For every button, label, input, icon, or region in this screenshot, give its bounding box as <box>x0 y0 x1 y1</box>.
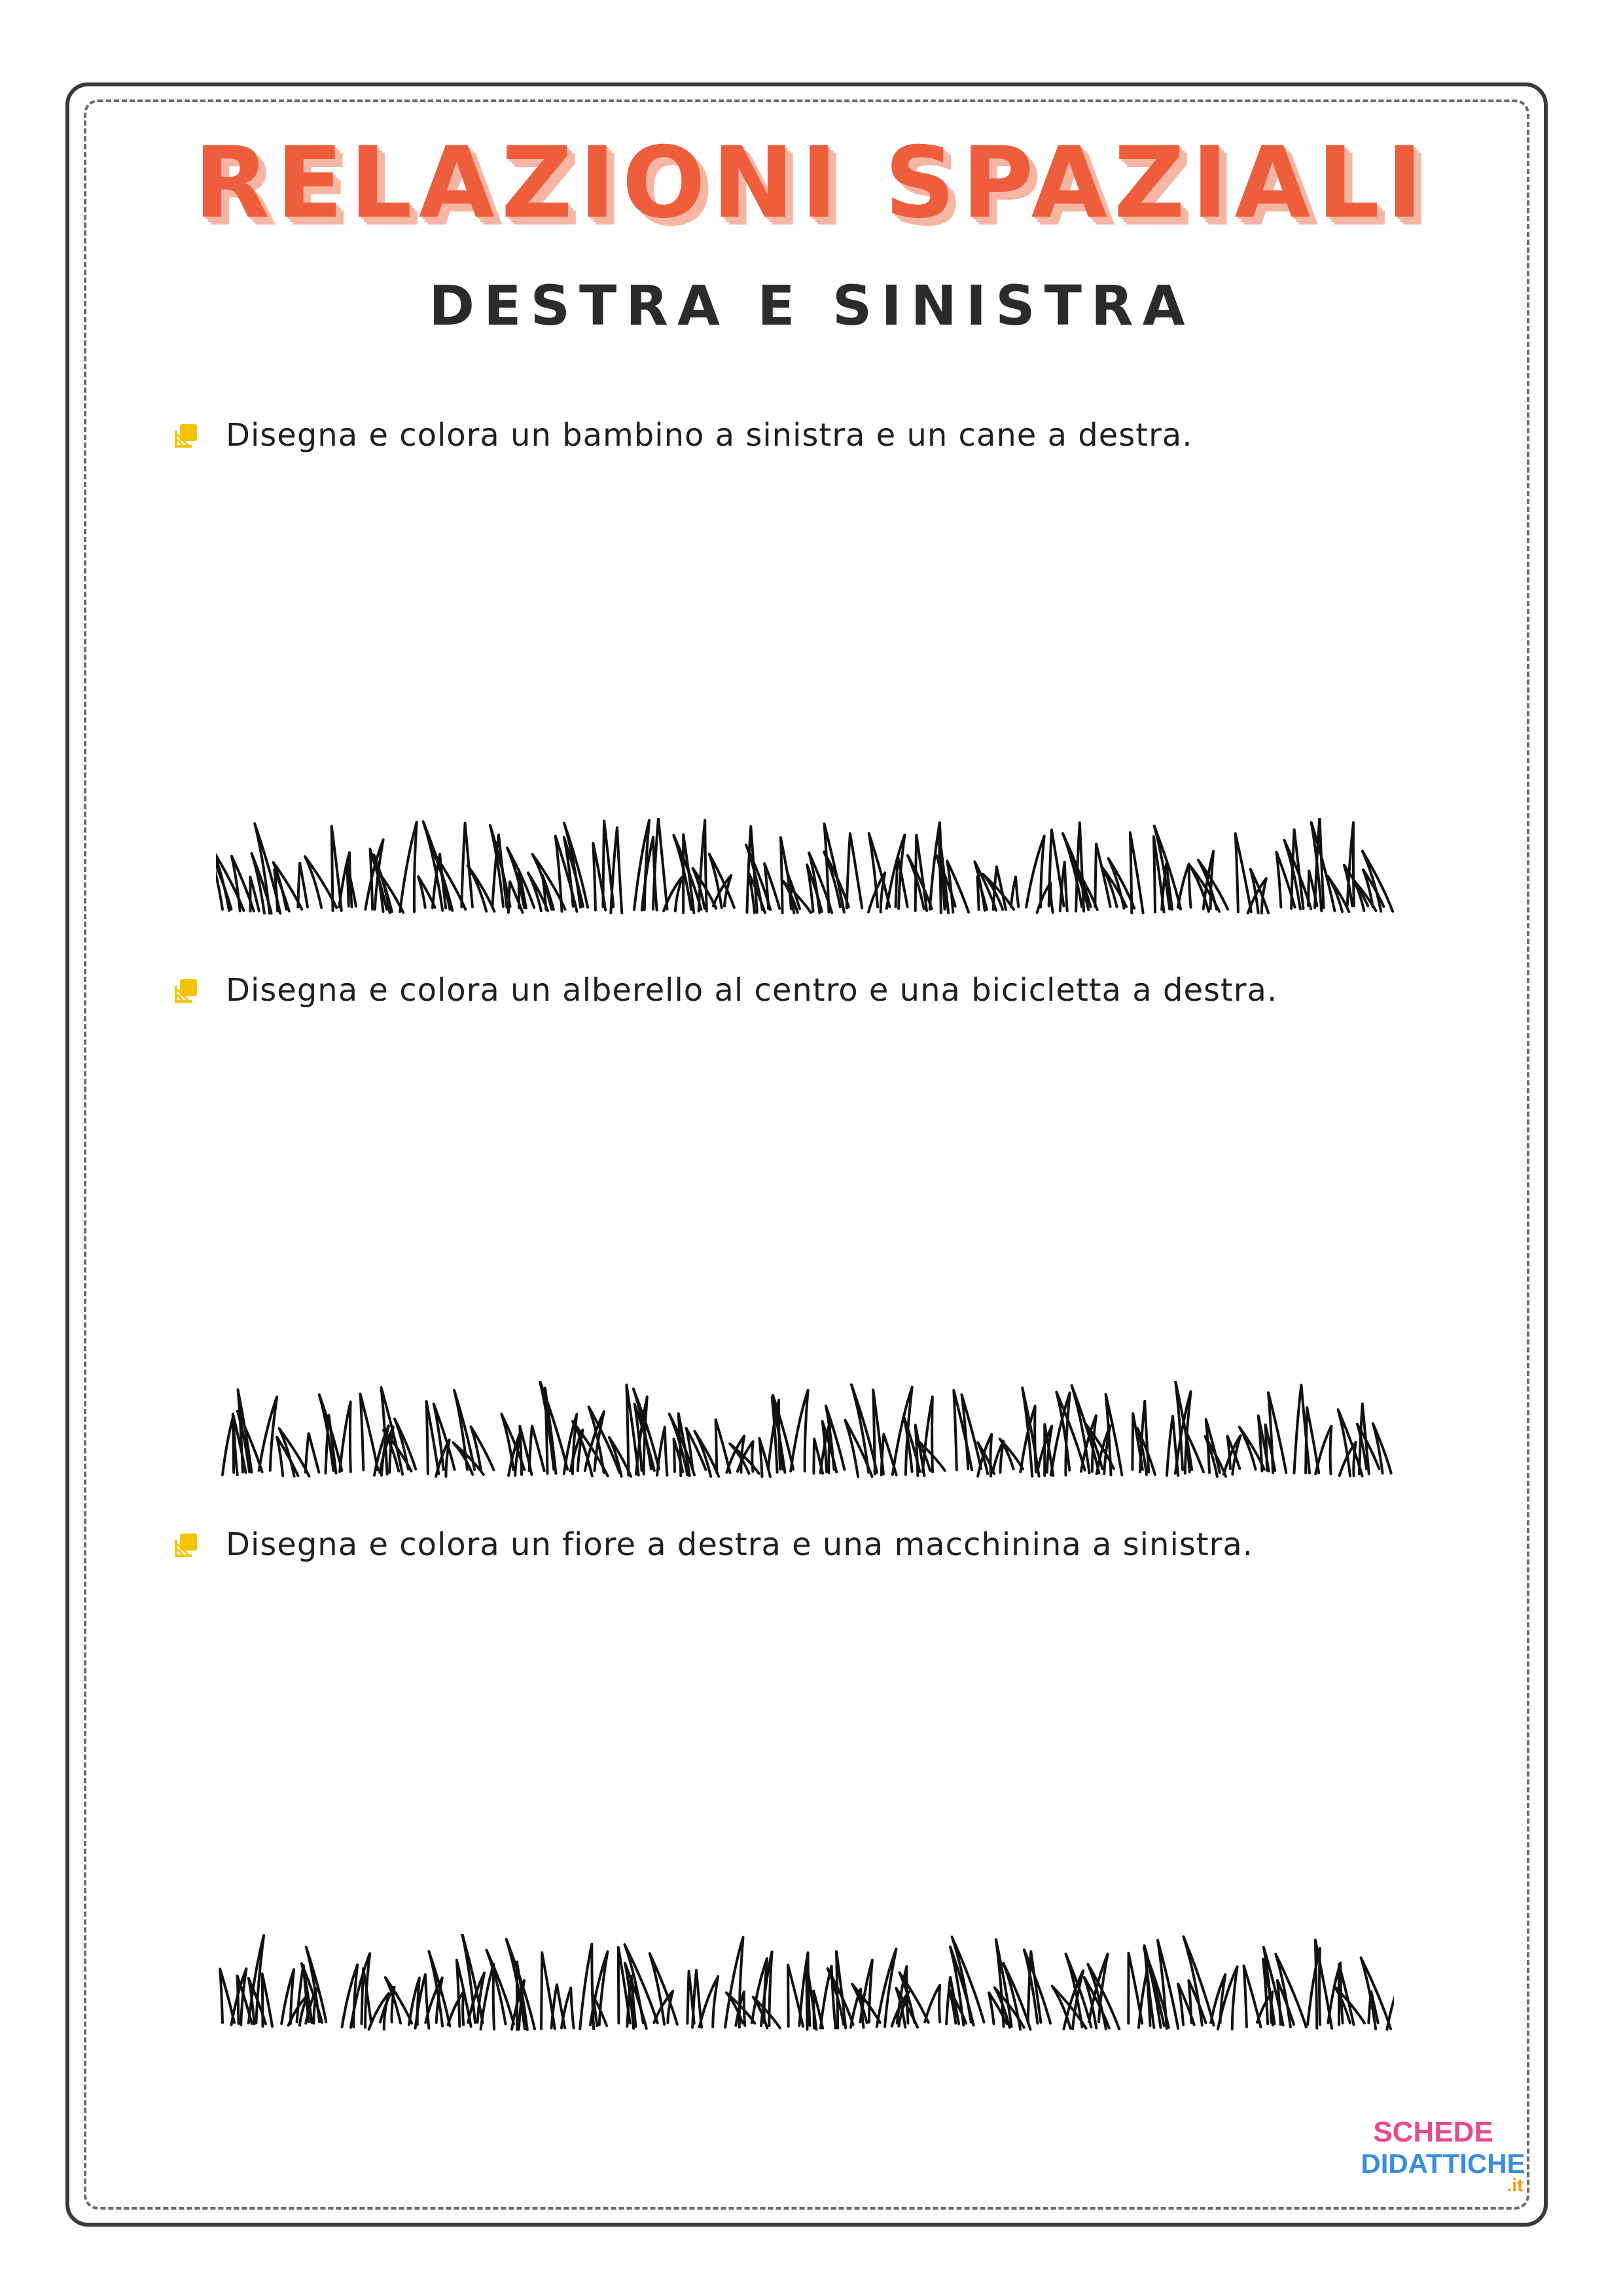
grass-border-icon <box>216 1934 1394 2045</box>
grass-blades <box>220 1934 1394 2030</box>
instruction-2 <box>173 967 1277 1013</box>
yellow-note-icon <box>173 1531 201 1558</box>
grass-border-icon <box>216 818 1394 929</box>
logo-suffix: .it <box>1507 2175 1524 2195</box>
worksheet-subtitle: DESTRA E SINISTRA <box>429 274 1194 338</box>
instruction-text: Disegna e colora un fiore a destra e una macchinina a sinistra. <box>226 1526 1254 1563</box>
logo-line2: DIDATTICHE <box>1361 2148 1525 2179</box>
instruction-text: Disegna e colora un bambino a sinistra e un cane a destra. <box>226 417 1193 454</box>
instruction-3 <box>173 1522 1253 1568</box>
yellow-note-icon <box>173 422 201 449</box>
grass-blades <box>216 818 1393 914</box>
yellow-note-icon <box>173 977 201 1004</box>
grass-border-icon <box>216 1381 1394 1492</box>
worksheet-title: RELAZIONI SPAZIALI <box>194 126 1429 240</box>
logo-line1: SCHEDE <box>1373 2116 1493 2148</box>
instruction-1 <box>173 412 1192 458</box>
instruction-text: Disegna e colora un alberello al centro e una bicicletta a destra. <box>226 972 1278 1009</box>
grass-blades <box>223 1381 1391 1477</box>
schede-didattiche-logo <box>1355 2108 1538 2199</box>
